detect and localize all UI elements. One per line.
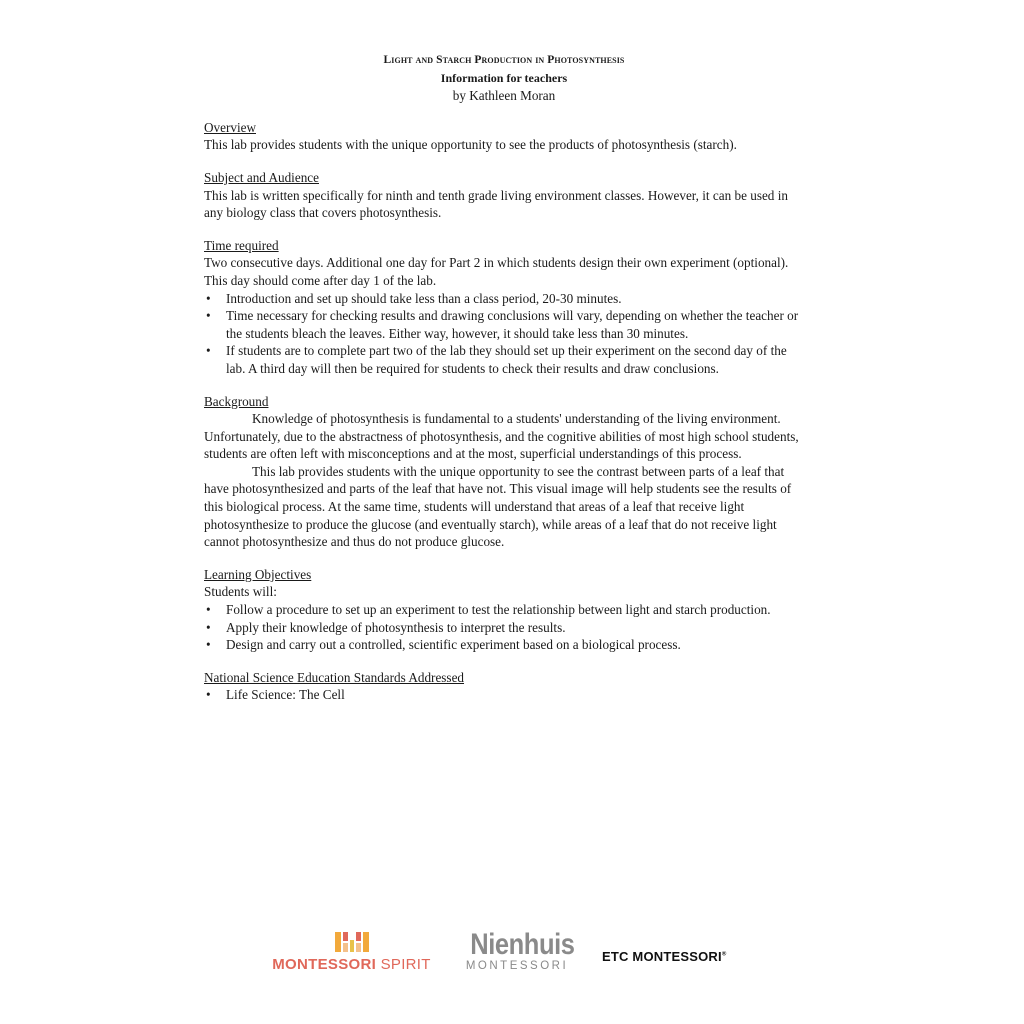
overview-heading: Overview (204, 119, 256, 135)
list-item: • If students are to complete part two of the lab they should set up their experiment on the second day of the lab. A third day will then be required for students to check their results and draw conclusions. (204, 342, 804, 377)
subject-text: This lab is written specifically for ninth and tenth grade living environment classes. However, it can be used in any biology class that covers photosynthesis. (204, 187, 788, 221)
montessori-spirit-bold-word: MONTESSORI (272, 956, 377, 973)
standards-section (204, 669, 804, 704)
time-heading: Time required (204, 237, 279, 253)
montessori-spirit-mark-icon (335, 930, 369, 954)
registered-mark: ® (721, 951, 727, 958)
time-list (204, 290, 804, 378)
overview-text: This lab provides students with the unique opportunity to see the products of photosynthesis (starch). (204, 137, 737, 153)
background-paragraph-2: This lab provides students with the unique opportunity to see the contrast between parts of a leaf that have photosynthesized and parts of the leaf that have not. This visual image will help students see the results of this biological process. At the same time, students will understand that areas of a leaf that receive light photosynthesize to produce the glucose (and eventually starch), while areas of a leaf that do not receive light cannot photosynthesize and thus do not produce glucose. (204, 463, 792, 550)
objectives-section (204, 566, 804, 654)
list-item: • Life Science: The Cell (204, 686, 804, 704)
standards-list (204, 686, 804, 704)
list-item: • Apply their knowledge of photosynthesis to interpret the results. (204, 619, 804, 637)
nienhuis-wordmark: Nienhuis (470, 928, 575, 961)
list-item: • Introduction and set up should take less than a class period, 20-30 minutes. (204, 290, 804, 308)
background-paragraph-1: Knowledge of photosynthesis is fundamental to a students' understanding of the living environment. Unfortunately, due to the abstractness of photosynthesis, and the cognitive abilities of most high school students, students are often left with misconceptions and at the most, superficial understandings of this process. (204, 411, 799, 462)
list-item: • Design and carry out a controlled, scientific experiment based on a biological process. (204, 636, 804, 654)
standards-heading: National Science Education Standards Addressed (204, 669, 465, 685)
document-subtitle: Information for teachers (440, 70, 568, 85)
document-title: Light and Starch Production in Photosynthesis (383, 54, 625, 66)
time-section (204, 237, 804, 378)
overview-section (204, 119, 804, 154)
title-block (204, 52, 804, 105)
time-text: Two consecutive days. Additional one day for Part 2 in which students design their own experiment (optional). This day should come after day 1 of the lab. (204, 255, 789, 288)
background-section (204, 393, 804, 551)
list-item: • Follow a procedure to set up an experiment to test the relationship between light and starch production. (204, 601, 804, 619)
montessori-spirit-light-word: SPIRIT (380, 956, 431, 973)
etc-montessori-logo (602, 949, 726, 964)
footer-logos (0, 928, 1024, 988)
background-heading: Background (204, 393, 269, 409)
subject-section (204, 169, 804, 222)
objectives-intro: Students will: (204, 584, 277, 600)
objectives-heading: Learning Objectives (204, 566, 312, 582)
etc-montessori-wordmark: ETC MONTESSORI (602, 949, 722, 964)
document-author: by Kathleen Moran (452, 88, 556, 104)
document-page (204, 52, 804, 719)
nienhuis-subtext: MONTESSORI (465, 960, 569, 972)
montessori-spirit-logo (264, 928, 439, 973)
list-item: • Time necessary for checking results and drawing conclusions will vary, depending on whether the teacher or the students bleach the leaves. Either way, however, it should take less than 30 minutes. (204, 307, 804, 342)
subject-heading: Subject and Audience (204, 169, 319, 185)
montessori-spirit-wordmark (264, 956, 439, 973)
nienhuis-logo (462, 928, 575, 973)
objectives-list (204, 601, 804, 654)
